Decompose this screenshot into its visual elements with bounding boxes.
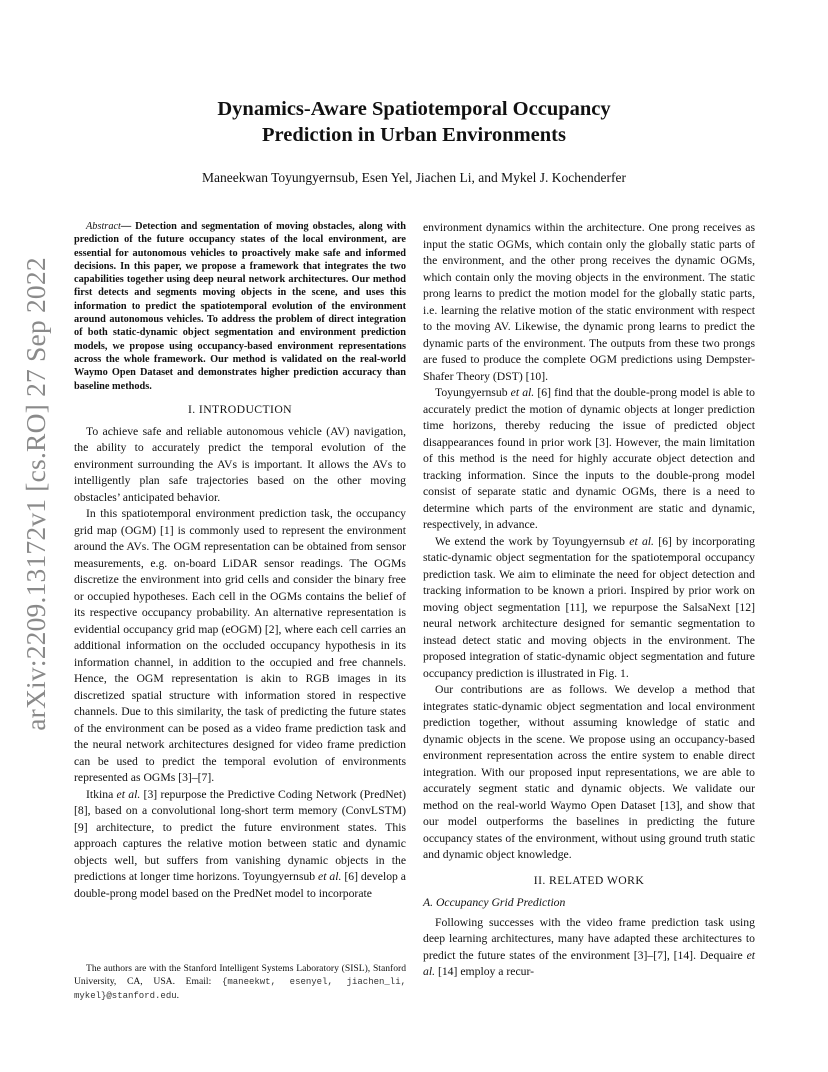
author-list: Maneekwan Toyungyernsub, Esen Yel, Jiachen Li, and Mykel J. Kochenderfer: [202, 170, 626, 185]
text-run: Following successes with the video frame prediction task using deep learning architectures, many have adapted these architectures to predict the future states of the environment [3]–[7], [14]. Dequaire: [423, 915, 755, 962]
text-run: [6] by incorporating static-dynamic object segmentation for the spatiotemporal occupancy prediction task. We aim to eliminate the need for object detection and tracking information to be known a priori. Inspired by prior work on moving object segmentation [11], we repurpose the SalsaNext [12] neural network architecture designed for semantic segmentation to instead detect static and moving objects in the environment. The proposed integration of static-dynamic object segmentation and future occupancy prediction is illustrated in Fig. 1.: [423, 534, 755, 680]
title-line-1: Dynamics-Aware Spatiotemporal Occupancy: [217, 98, 611, 120]
intro-paragraph-4: environment dynamics within the architecture. One prong receives as input the static OGMs, which contain only the globally static parts of the environment, and the other prong receives the dynamic OGMs, which contain only the moving objects in the environment. The static prong learns to predict the motion model for the globally static parts, i.e. learning the relative motion of the static environment with respect to the moving AV. Likewise, the dynamic prong learns to predict the dynamic parts of the environment. The outputs from these two prongs are fused to produce the complete OGM predictions using Dempster-Shafer Theory (DST) [10].: [423, 221, 755, 383]
intro-paragraph-1: To achieve safe and reliable autonomous vehicle (AV) navigation, the ability to accurately predict the temporal evolution of the environment surrounding the AVs is important. It allows the AVs to intelligently plan safe trajectories based on the other moving obstacles’ anticipated behavior.: [74, 424, 406, 504]
footnote-emails[interactable]: {maneekwt, esenyel, jiachen_li, mykel}@stanford.edu: [74, 977, 406, 1001]
related-paragraph-1: [423, 915, 755, 981]
arxiv-identifier: arXiv:2209.13172v1 [cs.RO] 27 Sep 2022: [20, 257, 51, 731]
intro-paragraph-2: In this spatiotemporal environment prediction task, the occupancy grid map (OGM) [1] is commonly used to represent the environment around the AVs. The OGM representation can be obtained from sensor measurements, e.g. on-board LiDAR sensor readings. The OGMs discretize the environment into grid cells and consider the binary free or occupied hypotheses. Each cell in the OGMs contains the belief of its respective occupancy probability. An alternative representation is evidential occupancy grid map (eOGM) [2], where each cell carries an additional information on the occluded occupancy hypothesis in its information channel, in addition to the occupied and free channels. Hence, the OGM representation is akin to RGB images in its discretized spatial structure with information stored in respective channels. Due to this similarity, the task of predicting the future states of the environment can be posed as a video frame prediction task and the neural network architectures designed for video frame prediction can be used to predict the temporal evolution of environments represented as OGMs [3]–[7].: [74, 507, 406, 785]
text-run: Toyungyernsub: [435, 386, 511, 399]
title-line-2: Prediction in Urban Environments: [262, 124, 566, 146]
left-column: [74, 220, 406, 902]
et-al: et al.: [116, 787, 141, 801]
section-heading-introduction: I. INTRODUCTION: [187, 402, 293, 416]
intro-paragraph-5: [423, 385, 755, 534]
text-run: [6] find that the double-prong model is able to accurately predict the motion of dynamic objects at longer prediction time horizons, thereby reducing the issue of predicted object disappearances found in prior work [3]. However, the main limitation of this method is the need for highly accurate object detection and tracking information. Since the inputs to the double-prong model consist of separate static and dynamic OGMs, there is a need to determine which parts of the environment are static and dynamic, respectively, in advance.: [423, 386, 755, 531]
intro-paragraph-7: Our contributions are as follows. We develop a method that integrates static-dynamic object segmentation and local environment prediction together, without assuming knowledge of static and dynamic objects in the scene. We propose using an occupancy-based environment representation across the entire system to enable direct integration. With our proposed input representations, we are able to accurately segment static and dynamic objects. We validate our method on the real-world Waymo Open Dataset [13], and show that our model outperforms the baselines in predicting the future occupancy states of the environment, without using ground truth static and dynamic object knowledge.: [423, 683, 755, 861]
et-al: et al.: [423, 948, 755, 978]
intro-paragraph-6: [423, 534, 755, 683]
arxiv-watermark: [10, 257, 62, 731]
text-run: [3] repurpose the Predictive Coding Network (PredNet) [8], based on a convolutional long-short term memory (ConvLSTM) [9] architecture, to predict the future environment states. This approach captures the relative motion between static and dynamic objects well, but suffers from vanishing dynamic objects in the predictions at longer time horizons. Toyungyernsub: [74, 787, 406, 884]
author-footnote: [74, 962, 406, 1003]
et-al: et al.: [510, 386, 535, 399]
subsection-heading-occupancy-grid: A. Occupancy Grid Prediction: [423, 895, 566, 909]
abstract: [74, 220, 406, 393]
text-run: Itkina: [86, 787, 117, 801]
section-heading-related-work: II. RELATED WORK: [533, 873, 645, 887]
footnote-end: .: [176, 990, 180, 1001]
text-run: [6] develop a double-prong model based on the PredNet model to incorporate: [74, 870, 406, 900]
intro-paragraph-3: [74, 787, 406, 903]
abstract-text: — Detection and segmentation of moving obstacles, along with prediction of the future occupancy states of the local environment, are essential for autonomous vehicles to proactively make safe and informed decisions. In this paper, we propose a framework that integrates the two capabilities together using deep neural network architectures. Our method first detects and segments moving objects in the scene, and uses this information to predict the spatiotemporal evolution of the environment around autonomous vehicles. To address the problem of direct integration of both static-dynamic object segmentation and environment prediction models, we propose using occupancy-based environment representations across the whole framework. Our method is validated on the real-world Waymo Open Dataset and demonstrates higher prediction accuracy than baseline methods.: [74, 221, 406, 392]
paper-title: [100, 96, 728, 148]
text-run: We extend the work by Toyungyernsub: [435, 534, 630, 548]
right-column: [423, 220, 755, 981]
footnote-text: The authors are with the Stanford Intelligent Systems Laboratory (SISL), Stanford University, CA, USA. Email:: [74, 963, 406, 987]
abstract-label: Abstract: [86, 221, 121, 232]
et-al: et al.: [629, 534, 654, 548]
text-run: [14] employ a recur-: [435, 965, 535, 978]
et-al: et al.: [318, 870, 342, 884]
